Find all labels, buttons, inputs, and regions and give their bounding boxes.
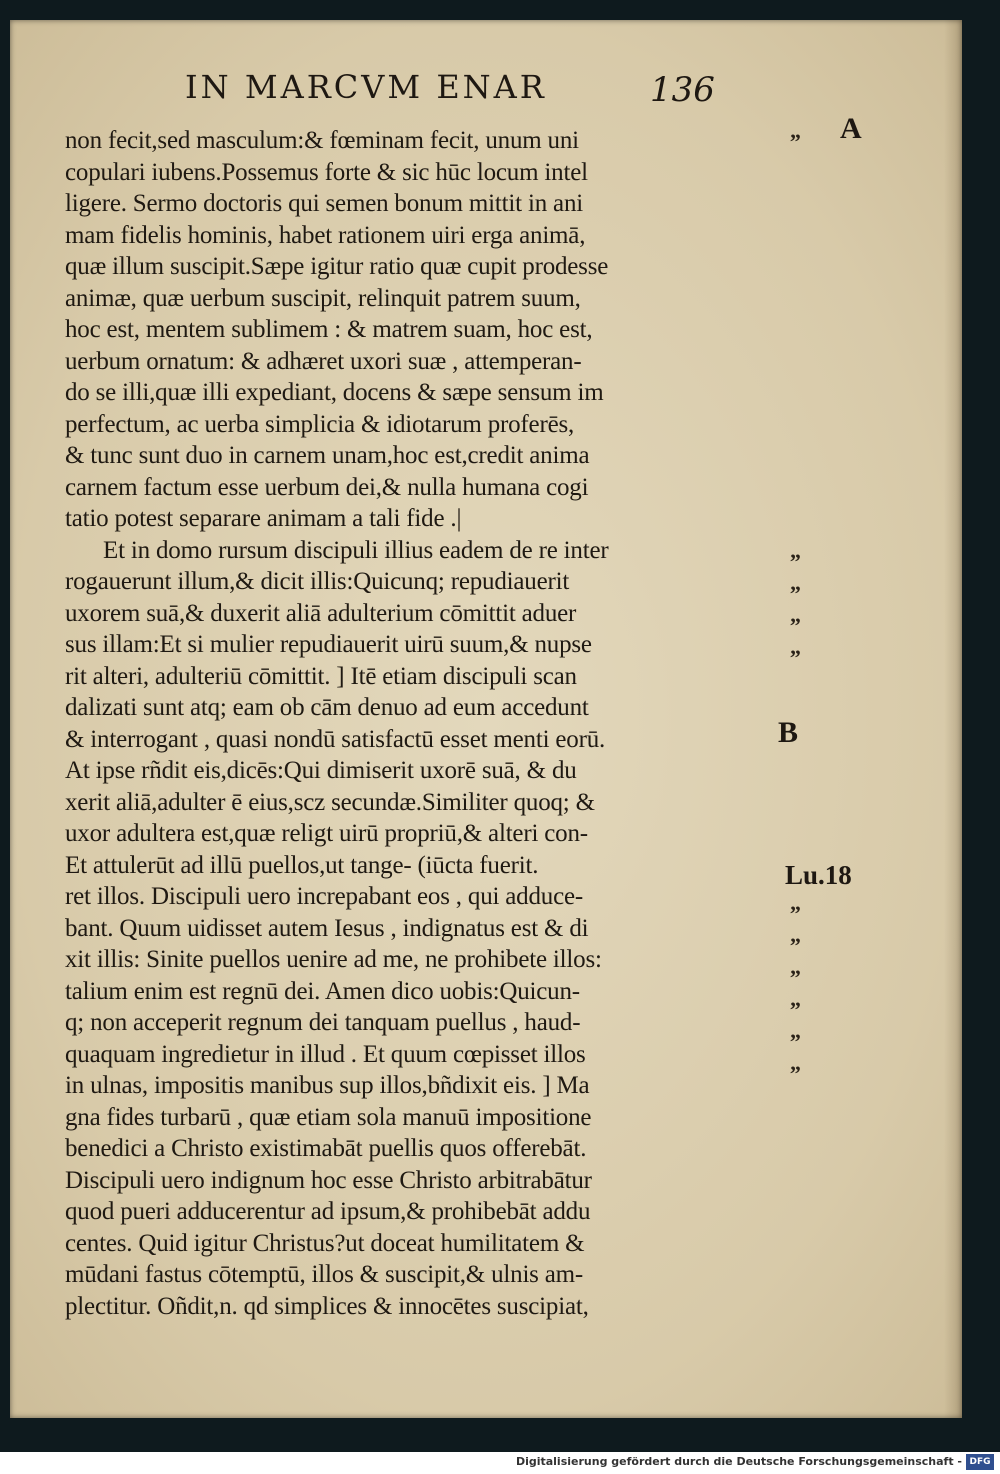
margin-letter-a: A — [840, 112, 862, 145]
book-page — [10, 20, 962, 1418]
margin-quote-mark: „ — [790, 570, 801, 595]
text-line: xit illis: Sinite puellos uenire ad me, ne prohibete illos: — [65, 946, 602, 973]
text-line: Discipuli uero indignum hoc esse Christo arbitrabātur — [65, 1166, 592, 1194]
text-line: bant. Quum uidisset autem Iesus , indignatus est & di — [65, 914, 589, 942]
text-line: talium enim est regnū dei. Amen dico uobis:Quicun- — [65, 977, 580, 1005]
text-line: animæ, quæ uerbum suscipit, relinquit patrem suum, — [65, 284, 581, 312]
page-number: 136 — [650, 70, 715, 110]
text-line: gna fides turbarū , quæ etiam sola manuū impositione — [65, 1103, 592, 1131]
running-head: IN MARCVM ENAR — [185, 68, 547, 106]
text-line: carnem factum esse uerbum dei,& nulla humana cogi — [65, 473, 589, 501]
margin-letter-b: B — [778, 716, 799, 749]
margin-quote-mark: „ — [790, 634, 801, 659]
text-line: uxor adultera est,quæ religt uirū propriū,& alteri con- — [65, 820, 588, 847]
text-line: mam fidelis hominis, habet rationem uiri erga animā, — [65, 221, 586, 249]
text-line: non fecit,sed masculum:& fœminam fecit, unum uni — [65, 127, 579, 154]
margin-quote-mark: „ — [790, 538, 801, 563]
digitization-footer — [0, 1452, 1000, 1474]
text-line: q; non acceperit regnum dei tanquam puellus , haud- — [65, 1009, 581, 1036]
text-line: plectitur. Oñdit,n. qd simplices & innocētes suscipiat, — [65, 1292, 589, 1320]
text-line: ligere. Sermo doctoris qui semen bonum mittit in ani — [65, 190, 583, 217]
text-line: & interrogant , quasi nondū satisfactū esset menti eorū. — [65, 725, 606, 753]
text-line: hoc est, mentem sublimem : & matrem suam, hoc est, — [65, 316, 593, 343]
text-line: At ipse rñdit eis,dicēs:Qui dimiserit uxorē suā, & du — [65, 757, 577, 784]
text-line: dalizati sunt atq; eam ob cām denuo ad eum accedunt — [65, 694, 589, 721]
text-line: & tunc sunt duo in carnem unam,hoc est,credit anima — [65, 442, 590, 469]
text-line: Et in domo rursum discipuli illius eadem de re inter — [103, 536, 609, 564]
text-line: quaquam ingredietur in illud . Et quum cœpisset illos — [65, 1040, 586, 1068]
text-line: mūdani fastus cōtemptū, illos & suscipit,& ulnis am- — [65, 1261, 584, 1288]
footer-credit: Digitalisierung gefördert durch die Deutsche Forschungsgemeinschaft - — [515, 1455, 962, 1468]
text-line: rit alteri, adulteriū cōmittit. ] Itē etiam discipuli scan — [65, 662, 577, 690]
text-line: sus illam:Et si mulier repudiauerit uirū suum,& nupse — [65, 631, 592, 658]
margin-quote-mark: „ — [790, 118, 801, 143]
margin-quote-mark: „ — [790, 1018, 801, 1043]
margin-reference: Lu.18 — [785, 860, 852, 890]
text-line: uxorem suā,& duxerit aliā adulterium cōmittit aduer — [65, 599, 577, 627]
text-line: tatio potest separare animam a tali fide .| — [65, 505, 462, 532]
text-line: xerit aliā,adulter ē eius,scz secundæ.Similiter quoq; & — [65, 788, 595, 816]
margin-quote-mark: „ — [790, 954, 801, 979]
text-line: quæ illum suscipit.Sæpe igitur ratio quæ cupit prodesse — [65, 253, 609, 280]
text-line: benedici a Christo existimabāt puellis quos offerebāt. — [65, 1135, 587, 1162]
text-line: in ulnas, impositis manibus sup illos,bñdixit eis. ] Ma — [65, 1072, 590, 1099]
text-line: copulari iubens.Possemus forte & sic hūc locum intel — [65, 158, 588, 186]
margin-quote-mark: „ — [790, 1050, 801, 1075]
text-line: rogauerunt illum,& dicit illis:Quicunq; repudiauerit — [65, 568, 570, 595]
text-line: do se illi,quæ illi expediant, docens & sæpe sensum im — [65, 379, 604, 406]
margin-quote-mark: „ — [790, 922, 801, 947]
margin-quote-mark: „ — [790, 890, 801, 915]
text-line: quod pueri adducerentur ad ipsum,& prohibebāt addu — [65, 1198, 591, 1225]
margin-quote-mark: „ — [790, 602, 801, 627]
body-text — [65, 125, 785, 1322]
margin-quote-mark: „ — [790, 986, 801, 1011]
text-line: perfectum, ac uerba simplicia & idiotarum proferēs, — [65, 410, 575, 438]
text-line: centes. Quid igitur Christus?ut doceat humilitatem & — [65, 1229, 585, 1257]
dfg-logo-icon: DFG — [966, 1454, 994, 1470]
text-line: Et attulerūt ad illū puellos,ut tange- (iūcta fuerit. — [65, 851, 539, 879]
text-line: ret illos. Discipuli uero increpabant eos , qui adduce- — [65, 883, 584, 910]
text-line: uerbum ornatum: & adhæret uxori suæ , attemperan- — [65, 347, 582, 375]
page-edge-shadow — [944, 20, 962, 1418]
